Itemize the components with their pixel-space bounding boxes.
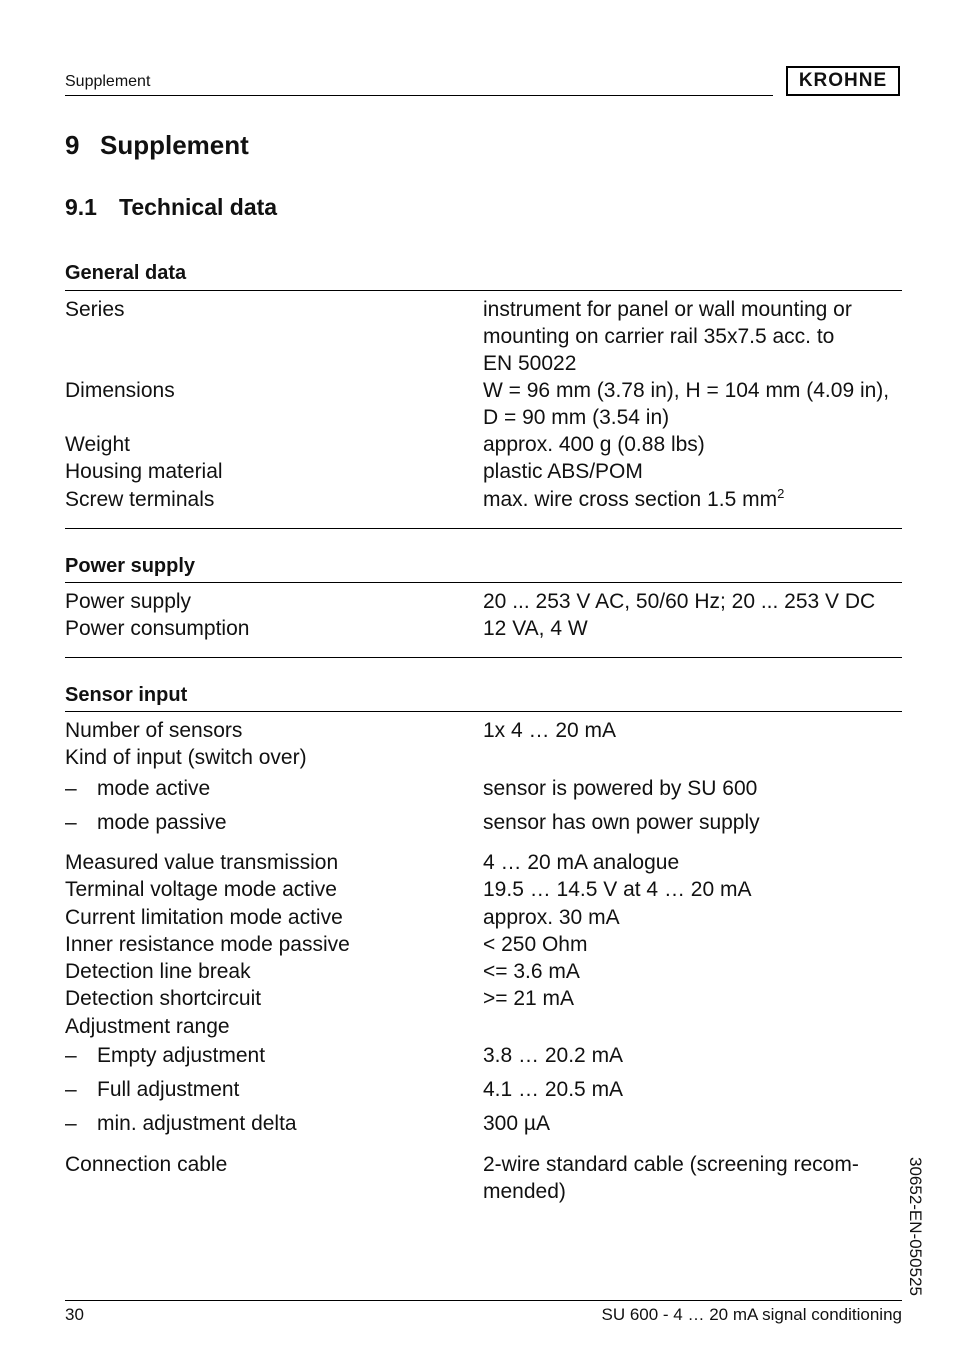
- dimensions-label: Dimensions: [65, 379, 175, 402]
- list-dash: –: [65, 777, 77, 800]
- empty-adjustment-value: 3.8 … 20.2 mA: [483, 1044, 624, 1067]
- sensor-input-top-rule: [65, 711, 902, 712]
- mode-active-text: mode active: [97, 777, 211, 800]
- inner-resistance-value: < 250 Ohm: [483, 933, 588, 956]
- mode-active-value: sensor is powered by SU 600: [483, 777, 758, 800]
- chapter-number: 9: [65, 130, 80, 160]
- weight-label: Weight: [65, 433, 130, 456]
- krohne-logo: KROHNE: [786, 66, 900, 96]
- measured-value-transmission-label: Measured value transmission: [65, 851, 339, 874]
- footer-divider: [65, 1300, 902, 1301]
- power-consumption-value: 12 VA, 4 W: [483, 617, 588, 640]
- min-adjustment-delta-text: min. adjustment delta: [97, 1112, 297, 1135]
- power-consumption-label: Power consumption: [65, 617, 250, 640]
- current-limitation-value: approx. 30 mA: [483, 906, 620, 929]
- power-supply-bottom-rule: [65, 657, 902, 658]
- header-section-label: Supplement: [65, 73, 151, 90]
- full-adjustment-text: Full adjustment: [97, 1078, 240, 1101]
- connection-cable-value-line-2: mended): [483, 1180, 566, 1203]
- series-value-line-1: instrument for panel or wall mounting or: [483, 298, 852, 321]
- list-dash: –: [65, 811, 77, 834]
- chapter-title: Supplement: [100, 130, 249, 160]
- measured-value-transmission-value: 4 … 20 mA analogue: [483, 851, 680, 874]
- section-title: Technical data: [119, 194, 278, 220]
- dimensions-value-line-2: D = 90 mm (3.54 in): [483, 406, 670, 429]
- series-value-line-2: mounting on carrier rail 35x7.5 acc. to: [483, 325, 835, 348]
- power-supply-title: Power supply: [65, 555, 196, 577]
- empty-adjustment-text: Empty adjustment: [97, 1044, 266, 1067]
- detection-line-break-label: Detection line break: [65, 960, 251, 983]
- list-dash: –: [65, 1078, 77, 1101]
- screw-terminals-label: Screw terminals: [65, 488, 215, 511]
- page-number: 30: [65, 1305, 84, 1324]
- general-data-top-rule: [65, 290, 902, 291]
- dimensions-value-line-1: W = 96 mm (3.78 in), H = 104 mm (4.09 in),: [483, 379, 890, 402]
- squared-superscript: 2: [777, 486, 785, 501]
- sensor-input-title: Sensor input: [65, 684, 188, 706]
- adjustment-range-label: Adjustment range: [65, 1015, 230, 1038]
- general-data-title: General data: [65, 262, 187, 284]
- header-divider: [65, 95, 773, 96]
- min-adjustment-delta-label: [65, 1110, 297, 1137]
- terminal-voltage-value: 19.5 … 14.5 V at 4 … 20 mA: [483, 878, 752, 901]
- list-dash: –: [65, 1112, 77, 1135]
- section-number: 9.1: [65, 194, 97, 220]
- mode-passive-label: [65, 809, 227, 836]
- list-dash: –: [65, 1044, 77, 1067]
- mode-passive-text: mode passive: [97, 811, 227, 834]
- mode-active-label: [65, 775, 210, 802]
- empty-adjustment-label: [65, 1042, 265, 1069]
- housing-material-value: plastic ABS/POM: [483, 460, 643, 483]
- connection-cable-label: Connection cable: [65, 1153, 228, 1176]
- general-data-bottom-rule: [65, 528, 902, 529]
- number-of-sensors-value: 1x 4 … 20 mA: [483, 719, 617, 742]
- min-adjustment-delta-value: 300 µA: [483, 1112, 550, 1135]
- power-supply-label: Power supply: [65, 590, 192, 613]
- screw-terminals-text: max. wire cross section 1.5 mm: [483, 488, 778, 511]
- terminal-voltage-label: Terminal voltage mode active: [65, 878, 337, 901]
- chapter-heading: [65, 130, 249, 161]
- detection-shortcircuit-label: Detection shortcircuit: [65, 987, 262, 1010]
- connection-cable-value-line-1: 2-wire standard cable (screening recom-: [483, 1153, 859, 1176]
- full-adjustment-value: 4.1 … 20.5 mA: [483, 1078, 624, 1101]
- document-title: SU 600 - 4 … 20 mA signal conditioning: [601, 1305, 902, 1324]
- screw-terminals-value: [483, 486, 784, 513]
- current-limitation-label: Current limitation mode active: [65, 906, 343, 929]
- mode-passive-value: sensor has own power supply: [483, 811, 760, 834]
- number-of-sensors-label: Number of sensors: [65, 719, 243, 742]
- section-heading: [65, 194, 277, 221]
- detection-line-break-value: <= 3.6 mA: [483, 960, 580, 983]
- inner-resistance-label: Inner resistance mode passive: [65, 933, 350, 956]
- document-code: 30652-EN-050525: [906, 1157, 925, 1296]
- kind-of-input-label: Kind of input (switch over): [65, 746, 307, 769]
- full-adjustment-label: [65, 1076, 239, 1103]
- power-supply-top-rule: [65, 582, 902, 583]
- detection-shortcircuit-value: >= 21 mA: [483, 987, 575, 1010]
- series-value-line-3: EN 50022: [483, 352, 577, 375]
- power-supply-value: 20 ... 253 V AC, 50/60 Hz; 20 ... 253 V DC: [483, 590, 876, 613]
- weight-value: approx. 400 g (0.88 lbs): [483, 433, 705, 456]
- housing-material-label: Housing material: [65, 460, 223, 483]
- series-label: Series: [65, 298, 125, 321]
